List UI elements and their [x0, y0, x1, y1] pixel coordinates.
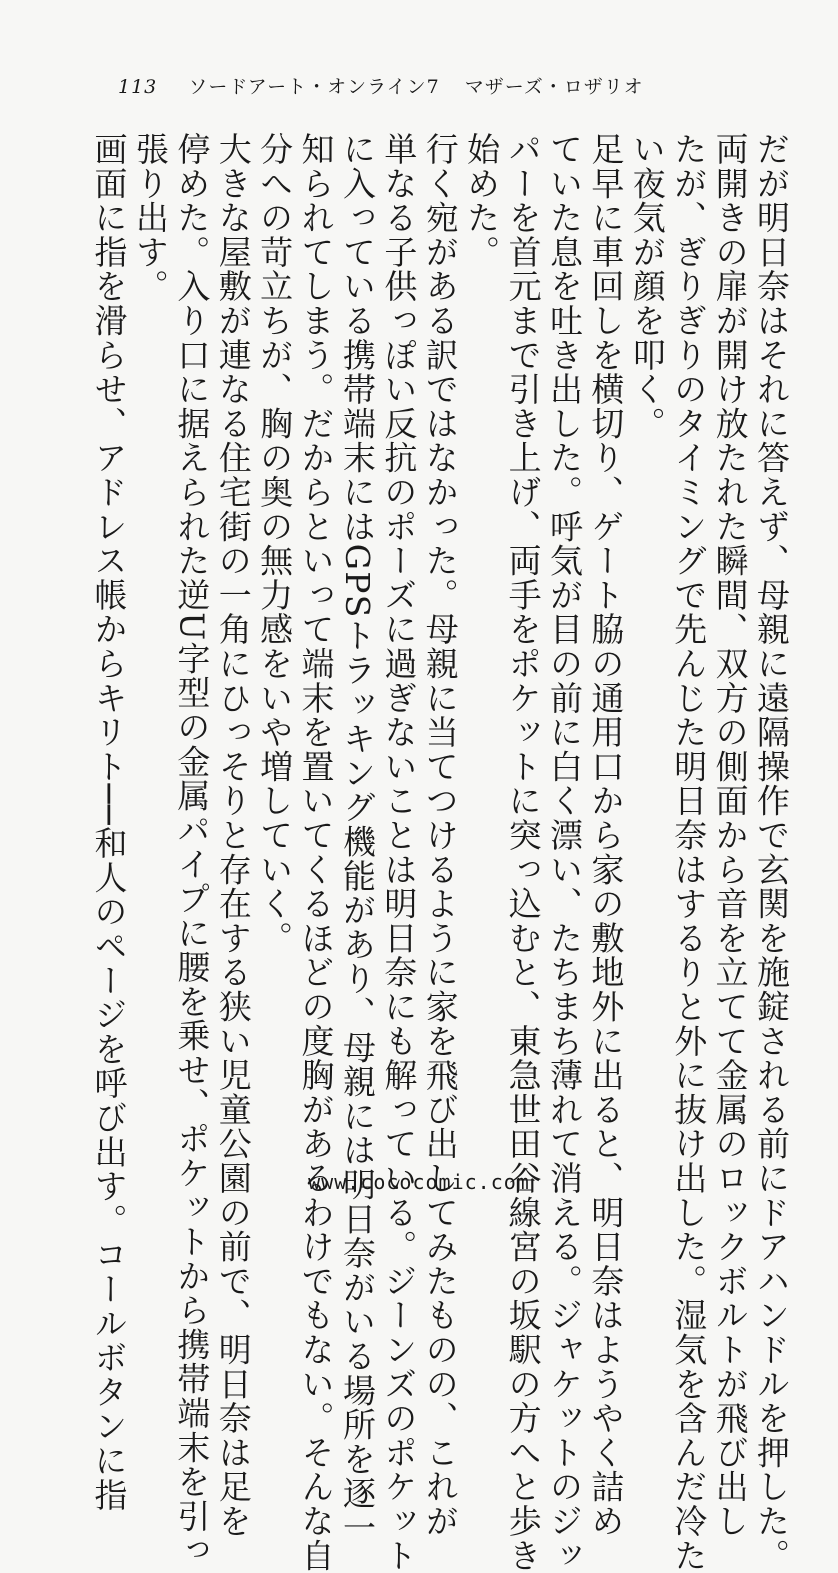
text-line: 両開きの扉が開け放たれた瞬間、双方の側面から音を立てて金属のロックボルトが飛び出し [710, 132, 750, 1539]
text-line: だが明日奈はそれに答えず、母親に遠隔操作で玄関を施錠される前にドアハンドルを押した。 [752, 132, 791, 1573]
text-line: 張り出す。 [130, 132, 170, 304]
text-line: 行く宛がある訳ではなかった。母親に当てつけるように家を飛び出してみたものの、これが [420, 132, 460, 1539]
text-line: パーを首元まで引き上げ、両手をポケットに突っ込むと、東急世田谷線宮の坂駅の方へと歩き [503, 132, 543, 1573]
text-line: ていた息を吐き出した。呼気が目の前に白く漂い、たちまち薄れて消える。ジャケットのジッ [544, 132, 584, 1573]
running-head [118, 72, 644, 99]
text-line: 分への苛立ちが、胸の奥の無力感をいや増していく。 [255, 132, 295, 956]
text-line: 大きな屋敷が連なる住宅街の一角にひっそりと存在する狭い児童公園の前で、明日奈は足を [213, 132, 253, 1539]
text-line: 始めた。 [462, 132, 502, 270]
text-line: 画面に指を滑らせ、アドレス帳からキリト──和人のページを呼び出す。コールボタンに指 [89, 132, 129, 1513]
page-number: 113 [118, 76, 158, 98]
text-line: 単なる子供っぽい反抗のポーズに過ぎないことは明日奈にも解っている。ジーンズのポケット [379, 132, 419, 1573]
text-line: たが、ぎりぎりのタイミングで先んじた明日奈はするりと外に抜け出した。湿気を含んだ冷た [669, 132, 709, 1573]
watermark-url: www.cococomic.com [308, 1170, 530, 1194]
text-line: い夜気が顔を叩く。 [627, 132, 667, 441]
volume-title: マザーズ・ロザリオ [464, 76, 644, 98]
text-line: 停めた。入り口に据えられた逆U字型の金属パイプに腰を乗せ、ポケットから携帯端末を引っ [172, 132, 212, 1568]
text-line: に入っている携帯端末にはGPSトラッキング機能があり、母親には明日奈がいる場所を逐一 [337, 132, 377, 1545]
text-line: 足早に車回しを横切り、ゲート脇の通用口から家の敷地外に出ると、明日奈はようやく詰め [586, 132, 626, 1539]
text-line: 知られてしまう。だからといって端末を置いてくるほどの度胸があるわけでもない。そんな自 [296, 132, 336, 1573]
series-title: ソードアート・オンライン7 [188, 76, 440, 98]
